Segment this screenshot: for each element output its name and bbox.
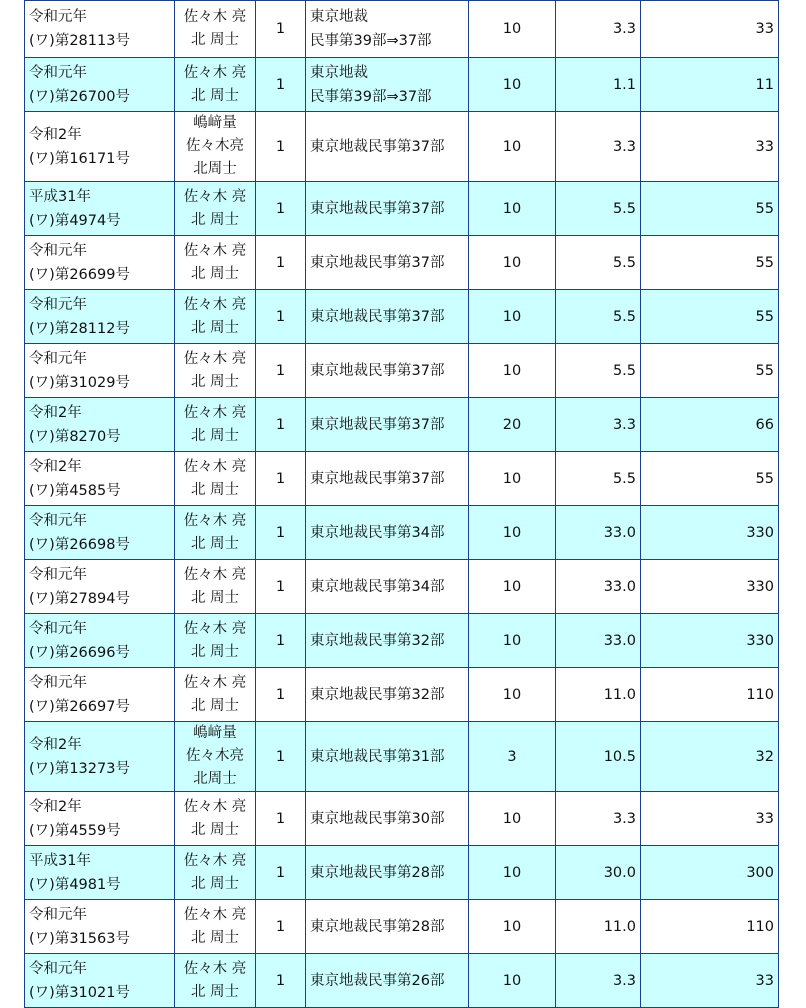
table-row (25, 846, 779, 900)
case-number-cell (25, 58, 175, 112)
count-cell: 1 (256, 452, 306, 506)
attorney-cell-line: 佐々木 亮 (183, 620, 247, 637)
amount-cell: 5.5 (556, 290, 641, 344)
table-row (25, 236, 779, 290)
attorney-cell (175, 1, 256, 58)
plaintiff-count-cell: 10 (469, 236, 556, 290)
court-cell (306, 792, 469, 846)
attorney-cell-line: 嶋﨑量 (193, 725, 237, 741)
attorney-cell (175, 344, 256, 398)
attorney-cell-line: 佐々木 亮 (183, 674, 247, 691)
table-row (25, 290, 779, 344)
attorney-cell-line: 佐々木亮 (186, 138, 244, 154)
case-table (24, 0, 779, 1008)
case-number-cell-line: 令和元年 (29, 64, 87, 81)
attorney-cell (175, 112, 256, 182)
court-cell (306, 722, 469, 792)
plaintiff-count-cell: 20 (469, 398, 556, 452)
attorney-cell (175, 792, 256, 846)
table-row (25, 668, 779, 722)
amount-cell: 10.5 (556, 722, 641, 792)
case-number-cell-line: 令和2年 (29, 126, 82, 143)
case-number-cell (25, 846, 175, 900)
amount-cell: 3.3 (556, 954, 641, 1008)
table-row (25, 58, 779, 112)
court-cell-line: 東京地裁民事第28部 (310, 864, 445, 881)
attorney-cell-line: 北 周士 (190, 319, 240, 336)
case-number-cell-line: 令和2年 (29, 404, 82, 421)
attorney-cell (175, 668, 256, 722)
attorney-cell (175, 398, 256, 452)
attorney-cell-line: 佐々木 亮 (183, 296, 247, 313)
case-number-cell (25, 236, 175, 290)
total-cell: 55 (641, 182, 779, 236)
attorney-cell-line: 佐々木 亮 (183, 64, 247, 81)
court-cell-line: 東京地裁民事第37部 (310, 416, 445, 433)
attorney-cell (175, 722, 256, 792)
attorney-cell-line: 北 周士 (190, 821, 240, 838)
count-cell: 1 (256, 398, 306, 452)
attorney-cell-line: 北 周士 (190, 983, 240, 1000)
case-number-cell-line: (ワ)第31029号 (29, 374, 130, 391)
court-cell (306, 452, 469, 506)
plaintiff-count-cell: 10 (469, 900, 556, 954)
case-number-cell (25, 112, 175, 182)
count-cell: 1 (256, 1, 306, 58)
amount-cell: 5.5 (556, 452, 641, 506)
case-number-cell (25, 290, 175, 344)
attorney-cell (175, 614, 256, 668)
total-cell: 66 (641, 398, 779, 452)
case-number-cell-line: (ワ)第26696号 (29, 644, 130, 661)
case-number-cell-line: (ワ)第28112号 (29, 320, 130, 337)
amount-cell: 5.5 (556, 236, 641, 290)
amount-cell: 30.0 (556, 846, 641, 900)
case-number-cell-line: (ワ)第4559号 (29, 822, 121, 839)
total-cell: 55 (641, 452, 779, 506)
count-cell: 1 (256, 668, 306, 722)
case-number-cell-line: 令和元年 (29, 512, 87, 529)
plaintiff-count-cell: 10 (469, 560, 556, 614)
plaintiff-count-cell: 10 (469, 112, 556, 182)
table-row (25, 452, 779, 506)
attorney-cell (175, 846, 256, 900)
total-cell: 300 (641, 846, 779, 900)
case-number-cell-line: (ワ)第4981号 (29, 876, 121, 893)
attorney-cell-line: 佐々木亮 (186, 748, 244, 764)
case-number-cell-line: (ワ)第26697号 (29, 698, 130, 715)
case-number-cell-line: 平成31年 (29, 188, 91, 205)
count-cell: 1 (256, 900, 306, 954)
court-cell-line: 東京地裁民事第26部 (310, 972, 445, 989)
court-cell-line: 東京地裁民事第37部 (310, 308, 445, 325)
amount-cell: 33.0 (556, 506, 641, 560)
amount-cell: 11.0 (556, 668, 641, 722)
attorney-cell-line: 佐々木 亮 (183, 512, 247, 529)
case-number-cell (25, 668, 175, 722)
case-number-cell-line: (ワ)第4585号 (29, 482, 121, 499)
table-row (25, 506, 779, 560)
attorney-cell-line: 佐々木 亮 (183, 798, 247, 815)
case-number-cell-line: 令和元年 (29, 620, 87, 637)
attorney-cell-line: 北 周士 (190, 87, 240, 104)
attorney-cell (175, 506, 256, 560)
case-number-cell-line: 令和2年 (29, 798, 82, 815)
court-cell-line: 東京地裁民事第37部 (310, 200, 445, 217)
amount-cell: 5.5 (556, 344, 641, 398)
count-cell: 1 (256, 58, 306, 112)
case-number-cell-line: (ワ)第31021号 (29, 984, 130, 1001)
court-cell-line: 東京地裁民事第32部 (310, 632, 445, 649)
plaintiff-count-cell: 3 (469, 722, 556, 792)
attorney-cell (175, 900, 256, 954)
count-cell: 1 (256, 506, 306, 560)
attorney-cell-line: 北 周士 (190, 265, 240, 282)
attorney-cell (175, 182, 256, 236)
attorney-cell-line: 佐々木 亮 (183, 9, 247, 25)
table-row (25, 900, 779, 954)
count-cell: 1 (256, 344, 306, 398)
attorney-cell-line: 北 周士 (190, 697, 240, 714)
court-cell (306, 954, 469, 1008)
count-cell: 1 (256, 722, 306, 792)
total-cell: 33 (641, 112, 779, 182)
attorney-cell-line: 北 周士 (190, 481, 240, 498)
court-cell (306, 560, 469, 614)
count-cell: 1 (256, 792, 306, 846)
plaintiff-count-cell: 10 (469, 1, 556, 58)
total-cell: 33 (641, 1, 779, 58)
attorney-cell-line: 北 周士 (190, 373, 240, 390)
attorney-cell-line: 北 周士 (190, 427, 240, 444)
table-row (25, 344, 779, 398)
court-cell-line: 東京地裁民事第37部 (310, 470, 445, 487)
court-cell-line: 民事第39部⇒37部 (310, 88, 432, 105)
amount-cell: 3.3 (556, 112, 641, 182)
amount-cell: 33.0 (556, 614, 641, 668)
plaintiff-count-cell: 10 (469, 846, 556, 900)
case-number-cell-line: 令和2年 (29, 458, 82, 475)
count-cell: 1 (256, 182, 306, 236)
plaintiff-count-cell: 10 (469, 614, 556, 668)
case-number-cell (25, 954, 175, 1008)
amount-cell: 3.3 (556, 1, 641, 58)
amount-cell: 11.0 (556, 900, 641, 954)
court-cell-line: 東京地裁民事第34部 (310, 524, 445, 541)
attorney-cell-line: 北 周士 (190, 589, 240, 606)
court-cell-line: 東京地裁民事第32部 (310, 686, 445, 703)
amount-cell: 33.0 (556, 560, 641, 614)
attorney-cell-line: 北 周士 (190, 875, 240, 892)
attorney-cell (175, 290, 256, 344)
case-number-cell-line: 令和元年 (29, 960, 87, 977)
court-cell (306, 846, 469, 900)
amount-cell: 1.1 (556, 58, 641, 112)
court-cell-line: 東京地裁民事第37部 (310, 362, 445, 379)
table-row (25, 182, 779, 236)
court-cell-line: 東京地裁民事第34部 (310, 578, 445, 595)
court-cell-line: 東京地裁民事第31部 (310, 748, 445, 765)
case-number-cell-line: 令和元年 (29, 296, 87, 313)
case-number-cell (25, 560, 175, 614)
attorney-cell-line: 佐々木 亮 (183, 566, 247, 583)
attorney-cell (175, 236, 256, 290)
case-number-cell (25, 1, 175, 58)
attorney-cell-line: 佐々木 亮 (183, 960, 247, 977)
total-cell: 330 (641, 560, 779, 614)
attorney-cell-line: 佐々木 亮 (183, 404, 247, 421)
total-cell: 110 (641, 668, 779, 722)
case-number-cell (25, 182, 175, 236)
attorney-cell-line: 北 周士 (190, 32, 240, 48)
total-cell: 110 (641, 900, 779, 954)
attorney-cell-line: 佐々木 亮 (183, 458, 247, 475)
case-number-cell (25, 506, 175, 560)
court-cell (306, 614, 469, 668)
case-number-cell-line: (ワ)第28113号 (29, 33, 130, 49)
table-row (25, 954, 779, 1008)
case-number-cell (25, 398, 175, 452)
table-row (25, 560, 779, 614)
count-cell: 1 (256, 846, 306, 900)
count-cell: 1 (256, 560, 306, 614)
amount-cell: 3.3 (556, 792, 641, 846)
total-cell: 11 (641, 58, 779, 112)
attorney-cell-line: 佐々木 亮 (183, 188, 247, 205)
court-cell-line: 東京地裁民事第28部 (310, 918, 445, 935)
plaintiff-count-cell: 10 (469, 58, 556, 112)
court-cell (306, 112, 469, 182)
amount-cell: 5.5 (556, 182, 641, 236)
case-number-cell-line: 令和元年 (29, 9, 87, 25)
case-number-cell-line: 令和元年 (29, 566, 87, 583)
court-cell (306, 900, 469, 954)
amount-cell: 3.3 (556, 398, 641, 452)
court-cell-line: 東京地裁 (310, 64, 368, 81)
attorney-cell (175, 58, 256, 112)
table-row (25, 614, 779, 668)
attorney-cell-line: 佐々木 亮 (183, 906, 247, 923)
court-cell (306, 668, 469, 722)
count-cell: 1 (256, 112, 306, 182)
case-number-cell-line: (ワ)第4974号 (29, 212, 121, 229)
attorney-cell-line: 北周士 (193, 161, 237, 177)
count-cell: 1 (256, 236, 306, 290)
court-cell (306, 506, 469, 560)
attorney-cell-line: 佐々木 亮 (183, 350, 247, 367)
plaintiff-count-cell: 10 (469, 668, 556, 722)
case-number-cell (25, 614, 175, 668)
plaintiff-count-cell: 10 (469, 344, 556, 398)
plaintiff-count-cell: 10 (469, 792, 556, 846)
table-row (25, 112, 779, 182)
case-number-cell-line: (ワ)第8270号 (29, 428, 121, 445)
count-cell: 1 (256, 954, 306, 1008)
attorney-cell-line: 北 周士 (190, 929, 240, 946)
plaintiff-count-cell: 10 (469, 452, 556, 506)
plaintiff-count-cell: 10 (469, 954, 556, 1008)
case-number-cell (25, 900, 175, 954)
attorney-cell-line: 佐々木 亮 (183, 852, 247, 869)
court-cell-line: 東京地裁 (310, 9, 368, 25)
attorney-cell-line: 北 周士 (190, 643, 240, 660)
case-number-cell-line: (ワ)第31563号 (29, 930, 130, 947)
attorney-cell (175, 560, 256, 614)
total-cell: 55 (641, 344, 779, 398)
case-number-cell-line: 令和元年 (29, 906, 87, 923)
case-table-body (25, 1, 779, 1008)
plaintiff-count-cell: 10 (469, 182, 556, 236)
court-cell (306, 236, 469, 290)
court-cell (306, 290, 469, 344)
table-row (25, 722, 779, 792)
attorney-cell (175, 954, 256, 1008)
total-cell: 33 (641, 792, 779, 846)
count-cell: 1 (256, 614, 306, 668)
case-number-cell-line: 平成31年 (29, 852, 91, 869)
attorney-cell (175, 452, 256, 506)
court-cell-line: 東京地裁民事第37部 (310, 138, 445, 155)
plaintiff-count-cell: 10 (469, 506, 556, 560)
case-number-cell-line: (ワ)第26699号 (29, 266, 130, 283)
case-number-cell-line: (ワ)第26700号 (29, 88, 130, 105)
total-cell: 330 (641, 506, 779, 560)
case-number-cell-line: 令和元年 (29, 350, 87, 367)
case-number-cell-line: 令和元年 (29, 242, 87, 259)
table-row (25, 398, 779, 452)
case-number-cell-line: 令和元年 (29, 674, 87, 691)
total-cell: 32 (641, 722, 779, 792)
case-number-cell-line: (ワ)第27894号 (29, 590, 130, 607)
attorney-cell-line: 北 周士 (190, 535, 240, 552)
court-cell (306, 182, 469, 236)
total-cell: 55 (641, 236, 779, 290)
case-number-cell-line: (ワ)第16171号 (29, 150, 130, 167)
court-cell (306, 344, 469, 398)
count-cell: 1 (256, 290, 306, 344)
total-cell: 330 (641, 614, 779, 668)
total-cell: 55 (641, 290, 779, 344)
court-cell (306, 58, 469, 112)
court-cell (306, 1, 469, 58)
court-cell (306, 398, 469, 452)
plaintiff-count-cell: 10 (469, 290, 556, 344)
table-row (25, 792, 779, 846)
case-number-cell-line: (ワ)第13273号 (29, 760, 130, 777)
case-number-cell (25, 452, 175, 506)
court-cell-line: 東京地裁民事第30部 (310, 810, 445, 827)
attorney-cell-line: 北周士 (193, 771, 237, 787)
attorney-cell-line: 北 周士 (190, 211, 240, 228)
case-number-cell-line: 令和2年 (29, 736, 82, 753)
court-cell-line: 民事第39部⇒37部 (310, 33, 432, 49)
case-number-cell (25, 792, 175, 846)
total-cell: 33 (641, 954, 779, 1008)
case-number-cell (25, 344, 175, 398)
attorney-cell-line: 佐々木 亮 (183, 242, 247, 259)
table-row (25, 1, 779, 58)
court-cell-line: 東京地裁民事第37部 (310, 254, 445, 271)
attorney-cell-line: 嶋﨑量 (193, 115, 237, 131)
case-number-cell-line: (ワ)第26698号 (29, 536, 130, 553)
case-number-cell (25, 722, 175, 792)
